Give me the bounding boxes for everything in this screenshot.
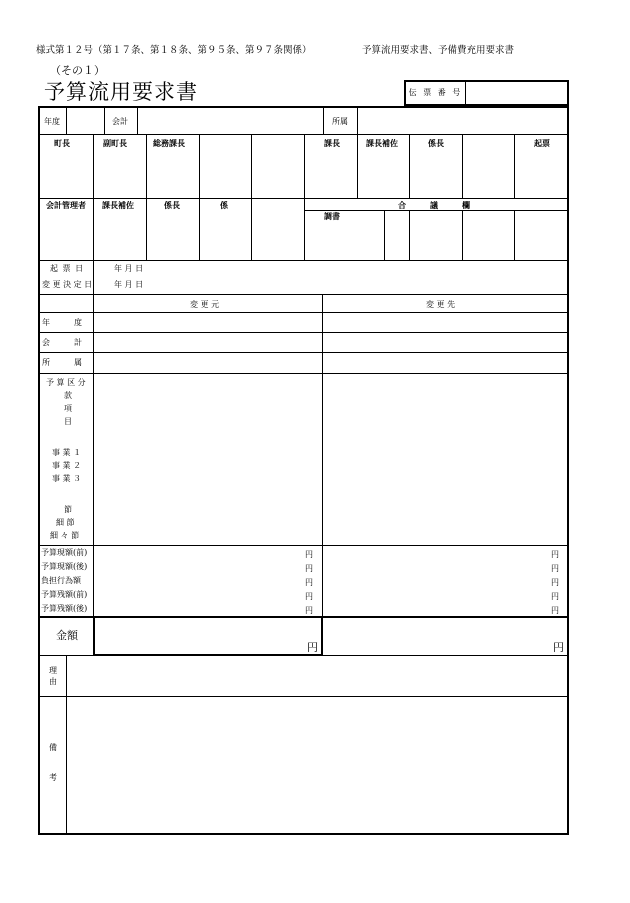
approval-chosho: 調書 — [324, 211, 340, 221]
request-form — [38, 106, 569, 835]
approval-kakaricho-2: 係長 — [164, 200, 180, 210]
divider — [40, 312, 567, 313]
budget-kubun: 予 算 区 分 — [46, 378, 86, 387]
riyu-label-2: 由 — [49, 677, 57, 686]
divider — [199, 198, 200, 260]
divider — [66, 656, 67, 833]
yen-moto-5: 円 — [305, 606, 313, 615]
divider — [93, 616, 95, 656]
budget-jigyo-1: 事 業 １ — [52, 448, 82, 457]
budget-kan: 款 — [64, 391, 72, 400]
form-names: 予算流用要求書、予備費充用要求書 — [362, 45, 515, 56]
approval-kakaricho: 係長 — [428, 138, 444, 148]
henko-saki-header: 変 更 先 — [426, 300, 456, 309]
yen-saki-1: 円 — [551, 550, 559, 559]
divider — [409, 210, 410, 260]
approval-kakari: 係 — [220, 200, 228, 210]
yen-moto-4: 円 — [305, 592, 313, 601]
budget-saisaisetsu: 細 々 節 — [50, 531, 80, 540]
yen-saki-3: 円 — [551, 578, 559, 587]
divider — [93, 134, 94, 198]
divider — [40, 294, 567, 295]
divider — [40, 260, 567, 261]
approval-somu-kacho: 総務課長 — [153, 138, 185, 148]
kihyo-bi-label: 起 票 日 — [50, 264, 85, 273]
nendo-label: 年度 — [44, 117, 60, 126]
approval-fukuchocho: 副町長 — [103, 138, 127, 148]
divider — [251, 134, 252, 198]
shozoku-label: 所属 — [332, 117, 348, 126]
biko-label-1: 備 — [49, 743, 57, 752]
divider — [40, 545, 567, 546]
amount-futan-koi: 負担行為額 — [41, 576, 81, 585]
amount-zangaku-mae: 予算残額(前) — [41, 590, 88, 599]
divider — [409, 134, 410, 198]
biko-label-2: 考 — [49, 773, 57, 782]
yen-saki-2: 円 — [551, 564, 559, 573]
kaikei-label: 会計 — [112, 117, 128, 126]
divider — [104, 108, 105, 134]
budget-setsu: 節 — [64, 505, 72, 514]
divider — [93, 260, 94, 294]
gogi-column: 合 議 欄 — [398, 200, 470, 210]
divider — [462, 210, 463, 260]
yen-saki-4: 円 — [551, 592, 559, 601]
yen-moto-3: 円 — [305, 578, 313, 587]
divider — [322, 294, 323, 616]
divider — [323, 108, 324, 134]
divider — [40, 655, 567, 656]
amount-zangaku-ato: 予算残額(後) — [41, 604, 88, 613]
divider — [462, 134, 463, 198]
yen-moto-2: 円 — [305, 564, 313, 573]
henko-kettei-bi-label: 変 更 決 定 日 — [42, 280, 93, 289]
budget-ko: 項 — [64, 404, 72, 413]
budget-jigyo-3: 事 業 ３ — [52, 474, 82, 483]
divider — [251, 198, 252, 260]
divider — [514, 210, 515, 260]
row-shozoku-label: 所 属 — [42, 358, 82, 367]
approval-kacho: 課長 — [324, 138, 340, 148]
divider — [304, 210, 567, 211]
divider — [40, 332, 567, 333]
henko-moto-header: 変 更 元 — [190, 300, 220, 309]
divider — [40, 616, 567, 618]
henko-kettei-bi-date: 年 月 日 — [114, 280, 144, 289]
kihyo-bi-date: 年 月 日 — [114, 264, 144, 273]
divider — [357, 108, 358, 134]
kingaku-yen-moto: 円 — [307, 641, 318, 654]
amount-genkaku-ato: 予算現額(後) — [41, 562, 88, 571]
approval-kaikei-kanrisha: 会計管理者 — [46, 200, 86, 210]
row-nendo-label: 年 度 — [42, 318, 82, 327]
divider — [146, 198, 147, 260]
divider — [199, 134, 200, 198]
divider — [93, 198, 94, 260]
yen-moto-1: 円 — [305, 550, 313, 559]
divider — [66, 108, 67, 134]
budget-saisetsu: 細 節 — [56, 518, 75, 527]
row-kaikei-label: 会 計 — [42, 338, 82, 347]
approval-chocho: 町長 — [54, 138, 70, 148]
divider — [514, 134, 515, 198]
divider — [321, 616, 323, 656]
kingaku-yen-saki: 円 — [553, 641, 564, 654]
divider — [304, 134, 305, 198]
budget-moku: 目 — [64, 417, 72, 426]
riyu-label-1: 理 — [49, 666, 57, 675]
budget-jigyo-2: 事 業 ２ — [52, 461, 82, 470]
kingaku-label: 金額 — [56, 629, 78, 642]
form-subtitle: （その１） — [50, 64, 105, 77]
divider — [357, 134, 358, 198]
form-number: 様式第１２号（第１７条、第１８条、第９５条、第９７条関係） — [36, 45, 312, 56]
divider — [40, 696, 567, 697]
amount-genkaku-mae: 予算現額(前) — [41, 548, 88, 557]
denpyo-number-label: 伝 票 番 号 — [406, 82, 466, 104]
divider — [93, 294, 94, 616]
divider — [137, 108, 138, 134]
divider — [40, 373, 567, 374]
page-title: 予算流用要求書 — [44, 80, 198, 104]
divider — [384, 210, 385, 260]
divider — [304, 198, 305, 260]
denpyo-number-box — [404, 80, 569, 106]
divider — [146, 134, 147, 198]
divider — [40, 352, 567, 353]
yen-saki-5: 円 — [551, 606, 559, 615]
approval-kacho-hosa: 課長補佐 — [366, 138, 398, 148]
approval-kacho-hosa-2: 課長補佐 — [102, 200, 134, 210]
approval-kihyo: 起票 — [534, 138, 550, 148]
